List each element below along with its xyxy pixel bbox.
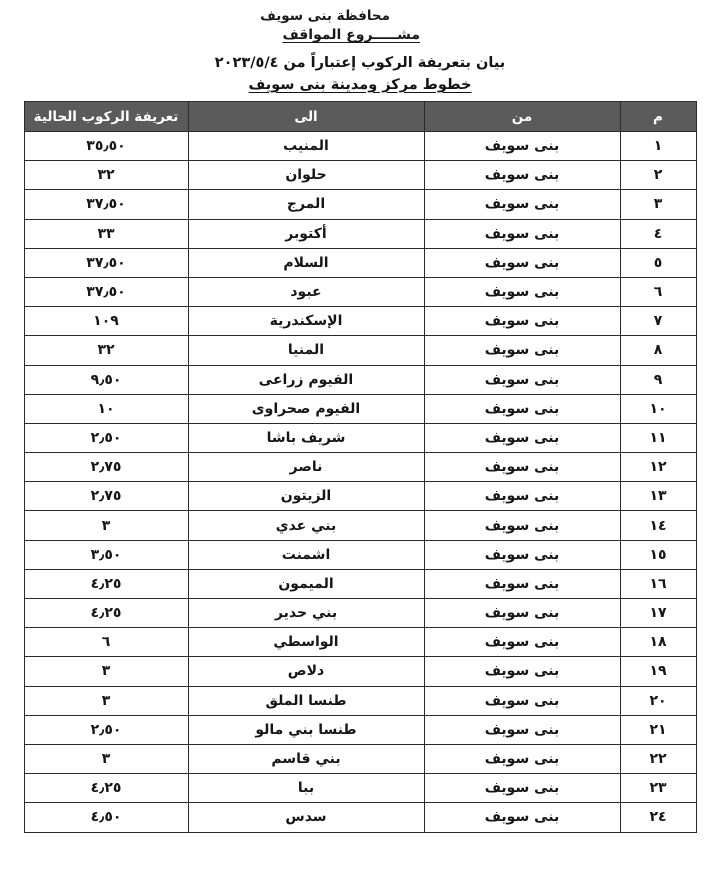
- table-row: [24, 277, 696, 306]
- row-number: ٢٠: [620, 686, 696, 715]
- row-destination: شريف باشا: [188, 423, 424, 452]
- row-destination: المنيب: [188, 132, 424, 161]
- table-row: [24, 686, 696, 715]
- row-destination: ببا: [188, 774, 424, 803]
- table-row: [24, 161, 696, 190]
- row-fare: ٢٫٧٥: [24, 453, 188, 482]
- row-origin: بنى سويف: [424, 511, 620, 540]
- row-fare: ٩٫٥٠: [24, 365, 188, 394]
- row-origin: بنى سويف: [424, 803, 620, 832]
- row-number: ٥: [620, 248, 696, 277]
- row-fare: ٣٧٫٥٠: [24, 277, 188, 306]
- row-destination: المرج: [188, 190, 424, 219]
- column-header-to: الى: [188, 102, 424, 132]
- row-fare: ٤٫٥٠: [24, 803, 188, 832]
- row-origin: بنى سويف: [424, 394, 620, 423]
- row-origin: بنى سويف: [424, 657, 620, 686]
- table-row: [24, 803, 696, 832]
- table-row: [24, 569, 696, 598]
- row-number: ١٧: [620, 599, 696, 628]
- row-destination: بني قاسم: [188, 744, 424, 773]
- row-origin: بنى سويف: [424, 628, 620, 657]
- row-number: ٩: [620, 365, 696, 394]
- row-number: ١٠: [620, 394, 696, 423]
- table-header-row: [24, 102, 696, 132]
- row-fare: ٣٧٫٥٠: [24, 248, 188, 277]
- column-header-num: م: [620, 102, 696, 132]
- row-number: ١: [620, 132, 696, 161]
- row-destination: اشمنت: [188, 540, 424, 569]
- row-fare: ٣٣: [24, 219, 188, 248]
- table-row: [24, 453, 696, 482]
- row-number: ٧: [620, 307, 696, 336]
- row-origin: بنى سويف: [424, 132, 620, 161]
- table-row: [24, 394, 696, 423]
- row-number: ٢٣: [620, 774, 696, 803]
- row-origin: بنى سويف: [424, 686, 620, 715]
- row-fare: ٣: [24, 686, 188, 715]
- row-destination: الفيوم صحراوى: [188, 394, 424, 423]
- table-row: [24, 482, 696, 511]
- row-origin: بنى سويف: [424, 365, 620, 394]
- fares-table: [24, 101, 697, 833]
- row-destination: ناصر: [188, 453, 424, 482]
- row-destination: سدس: [188, 803, 424, 832]
- row-number: ٦: [620, 277, 696, 306]
- row-origin: بنى سويف: [424, 715, 620, 744]
- row-destination: عبود: [188, 277, 424, 306]
- row-fare: ١٠٩: [24, 307, 188, 336]
- row-fare: ٣٥٫٥٠: [24, 132, 188, 161]
- row-origin: بنى سويف: [424, 161, 620, 190]
- row-number: ١٢: [620, 453, 696, 482]
- page-title: بيان بتعريفة الركوب إعتباراً من ٢٠٢٣/٥/٤: [214, 55, 506, 71]
- table-body: [24, 132, 696, 833]
- row-destination: طنسا بني مالو: [188, 715, 424, 744]
- row-destination: الزيتون: [188, 482, 424, 511]
- table-row: [24, 132, 696, 161]
- table-row: [24, 219, 696, 248]
- row-origin: بنى سويف: [424, 277, 620, 306]
- row-origin: بنى سويف: [424, 248, 620, 277]
- row-number: ١٦: [620, 569, 696, 598]
- row-number: ٢: [620, 161, 696, 190]
- row-origin: بنى سويف: [424, 540, 620, 569]
- column-header-fare: تعريفة الركوب الحالية: [24, 102, 188, 132]
- column-header-from: من: [424, 102, 620, 132]
- row-destination: الإسكندرية: [188, 307, 424, 336]
- row-fare: ٣٢: [24, 161, 188, 190]
- table-row: [24, 190, 696, 219]
- row-number: ١٤: [620, 511, 696, 540]
- table-row: [24, 628, 696, 657]
- row-destination: بني عدي: [188, 511, 424, 540]
- row-fare: ٣٢: [24, 336, 188, 365]
- row-destination: دلاص: [188, 657, 424, 686]
- row-fare: ٣٧٫٥٠: [24, 190, 188, 219]
- table-row: [24, 540, 696, 569]
- row-destination: بني حدير: [188, 599, 424, 628]
- row-number: ٣: [620, 190, 696, 219]
- row-number: ٢٤: [620, 803, 696, 832]
- row-destination: الواسطي: [188, 628, 424, 657]
- governorate-heading: محافظة بنى سويف: [260, 8, 390, 24]
- row-number: ١٥: [620, 540, 696, 569]
- row-number: ١٣: [620, 482, 696, 511]
- title-block: [0, 55, 720, 93]
- page-subtitle: خطوط مركز ومدينة بنى سويف: [248, 77, 472, 93]
- row-destination: حلوان: [188, 161, 424, 190]
- table-row: [24, 336, 696, 365]
- row-number: ١٩: [620, 657, 696, 686]
- row-fare: ١٠: [24, 394, 188, 423]
- row-number: ١١: [620, 423, 696, 452]
- row-destination: السلام: [188, 248, 424, 277]
- row-fare: ٣: [24, 657, 188, 686]
- table-row: [24, 365, 696, 394]
- row-origin: بنى سويف: [424, 307, 620, 336]
- row-fare: ٣: [24, 511, 188, 540]
- row-fare: ٢٫٥٠: [24, 423, 188, 452]
- row-number: ١٨: [620, 628, 696, 657]
- row-fare: ٣٫٥٠: [24, 540, 188, 569]
- row-destination: الفيوم زراعى: [188, 365, 424, 394]
- table-header: [24, 102, 696, 132]
- row-origin: بنى سويف: [424, 336, 620, 365]
- table-row: [24, 657, 696, 686]
- row-number: ٢٢: [620, 744, 696, 773]
- row-fare: ٣: [24, 744, 188, 773]
- table-row: [24, 774, 696, 803]
- table-row: [24, 715, 696, 744]
- row-fare: ٤٫٢٥: [24, 774, 188, 803]
- row-origin: بنى سويف: [424, 423, 620, 452]
- row-destination: المنيا: [188, 336, 424, 365]
- row-fare: ٦: [24, 628, 188, 657]
- row-number: ٨: [620, 336, 696, 365]
- row-origin: بنى سويف: [424, 219, 620, 248]
- row-fare: ٢٫٧٥: [24, 482, 188, 511]
- row-fare: ٤٫٢٥: [24, 569, 188, 598]
- row-fare: ٤٫٢٥: [24, 599, 188, 628]
- row-destination: أكتوبر: [188, 219, 424, 248]
- row-origin: بنى سويف: [424, 599, 620, 628]
- row-number: ٢١: [620, 715, 696, 744]
- table-row: [24, 511, 696, 540]
- row-origin: بنى سويف: [424, 569, 620, 598]
- row-origin: بنى سويف: [424, 190, 620, 219]
- project-heading: مشـــــروع المواقف: [282, 27, 420, 43]
- table-row: [24, 744, 696, 773]
- table-row: [24, 423, 696, 452]
- row-origin: بنى سويف: [424, 744, 620, 773]
- row-origin: بنى سويف: [424, 453, 620, 482]
- table-row: [24, 307, 696, 336]
- row-fare: ٢٫٥٠: [24, 715, 188, 744]
- row-destination: طنسا الملق: [188, 686, 424, 715]
- table-row: [24, 248, 696, 277]
- row-origin: بنى سويف: [424, 482, 620, 511]
- row-number: ٤: [620, 219, 696, 248]
- row-origin: بنى سويف: [424, 774, 620, 803]
- row-destination: الميمون: [188, 569, 424, 598]
- table-row: [24, 599, 696, 628]
